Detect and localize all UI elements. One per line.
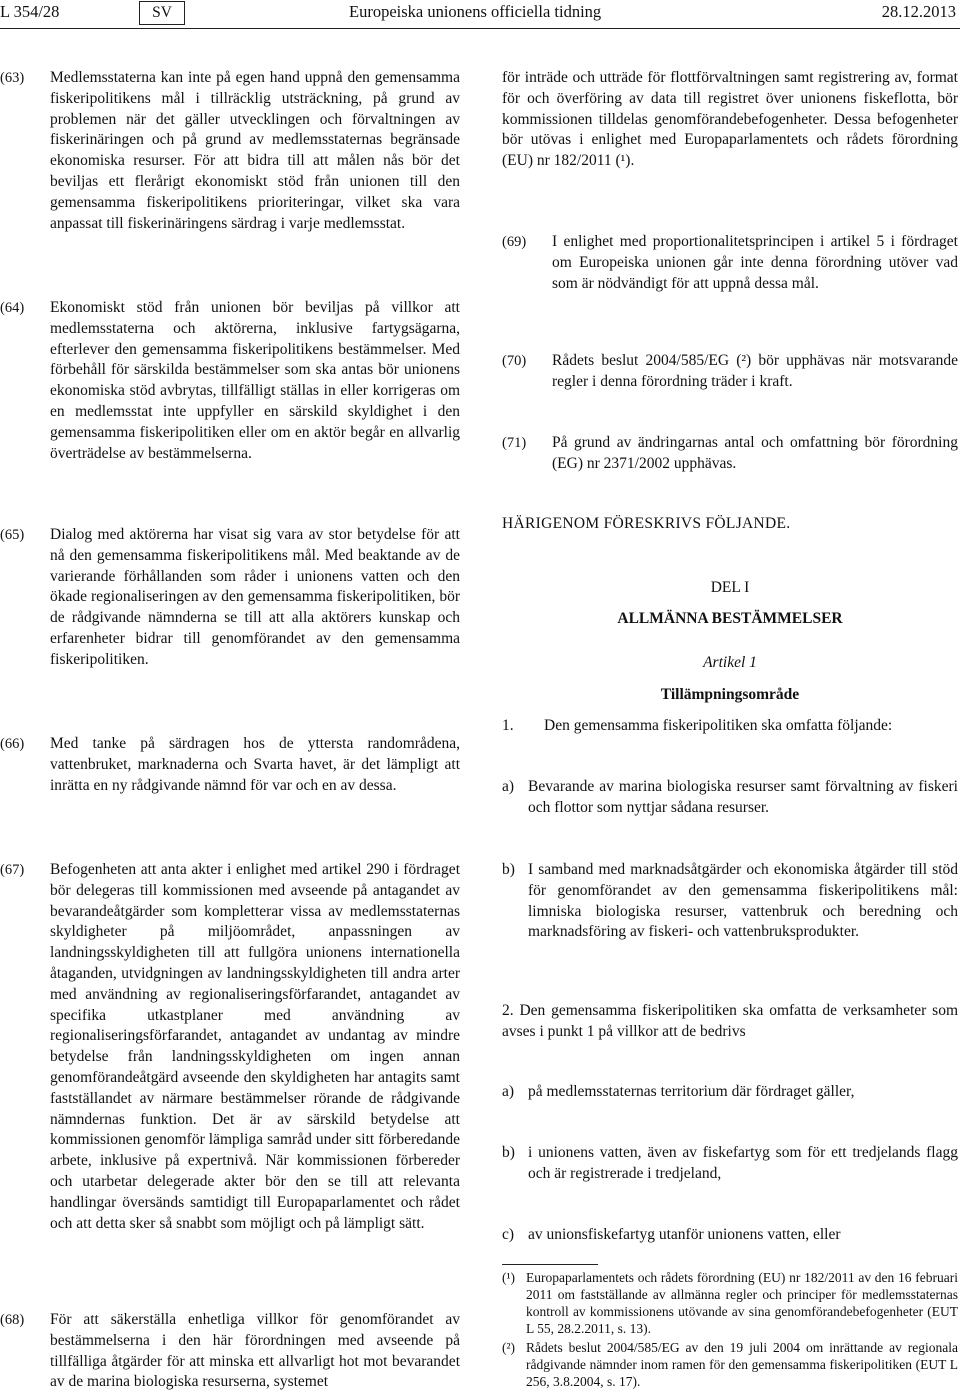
recital-number: (65) [0, 527, 25, 543]
recital-number: (67) [0, 862, 25, 878]
recital-text: I enlighet med proportionalitetsprincipen i artikel 5 i fördraget om Europeiska unionen går inte denna förordning utöver vad som är nödvändigt för att uppnå dessa mål. [552, 233, 958, 292]
recital-text: Medlemsstaterna kan inte på egen hand uppnå den gemensamma fiskeripolitikens mål i tillräcklig utsträckning, på grund av problemen när det gäller utvecklingen och förvaltningen av fiskerinäringen och på grund av medlemsstaternas begränsade ekonomiska resurser. För att bidra till att målen nås bör det beviljas ett flerårigt ekonomiskt stöd från unionen till den gemensamma fiskeripolitikens prioriteringar, vilket ska vara anpassat till fiskerinäringens särdrag i varje medlemsstat. [50, 69, 460, 232]
part-heading: DEL I [710, 579, 750, 596]
paragraph-text: Den gemensamma fiskeripolitiken ska omfatta följande: [544, 717, 893, 734]
recital-67 [0, 860, 460, 1234]
recital-text: Med tanke på särdragen hos de yttersta randområdena, vattenbruket, marknaderna och Svarta havet, är det lämpligt att inrätta en ny rådgivande nämnd för var och en av dessa. [50, 735, 460, 794]
list-item-2c [502, 1225, 958, 1246]
recital-text: Ekonomiskt stöd från unionen bör beviljas på villkor att medlemsstaterna och aktörerna, inklusive fartygsägarna, efterlever den gemensamma fiskeripolitikens bestämmelser. Med förbehåll för särskilda bestämmelser som ska antas bör unionens ekonomiska stöd avbrytas, tillfälligt ställas in eller korrigeras om en medlemsstat inte uppfyller en särskild skyldighet i den gemensamma fiskeripolitiken eller om en aktör begår en allvarlig överträdelse av bestämmelserna. [50, 299, 460, 462]
recital-65 [0, 525, 460, 671]
footnote-1 [502, 1270, 958, 1338]
paragraph-1 [502, 716, 958, 737]
recital-66 [0, 734, 460, 796]
list-text: I samband med marknadsåtgärder och ekonomiska åtgärder till stöd för genomförandet av den gemensamma fiskeripolitikens mål: limniska biologiska resurser, vattenbruk och beredning och marknadsföring av fiskeri- och vattenbruksprodukter. [528, 861, 958, 941]
list-item-2b [502, 1143, 958, 1185]
enacting-formula: HÄRIGENOM FÖRESKRIVS FÖLJANDE. [502, 515, 791, 532]
publication-date: 28.12.2013 [881, 2, 956, 21]
list-label: a) [502, 1083, 515, 1100]
recital-text: Rådets beslut 2004/585/EG (²) bör upphävas när motsvarande regler i denna förordning träder i kraft. [552, 352, 958, 390]
recital-number: (64) [0, 300, 25, 316]
recital-64 [0, 298, 460, 464]
page-header [0, 0, 960, 30]
recital-71 [502, 433, 958, 475]
recital-text: Befogenheten att anta akter i enlighet med artikel 290 i fördraget bör delegeras till kommissionen med avseende på antagandet av bevarandeåtgärder som kompletterar vissa av medlemsstaternas skyldigheter på miljöområdet, anpassningen av landningsskyldigheten till att fullgöra unionens internationella åtaganden, utvidgningen av landningsskyldigheten till andra arter med användning av regionaliseringsförfarandet, antagandet av specifika utkastplaner med användning av regionaliseringsförfarandet, antagandet av undantag av mindre betydelse från landningsskyldigheten om ingen annan genomförandeåtgärd avseende den skyldigheten har antagits samt fastställandet av närmare bestämmelser rörande de rådgivande nämndernas funktion. Det är av särskild betydelse att kommissionen genomför lämpliga samråd under sitt förberedande arbete, inklusive på expertnivå. När kommissionen förbereder och utarbetar delegerade akter bör den se till att relevanta handlingar översänds samtidigt till Europaparlamentet och rådet och att detta sker så snabbt som möjligt och på lämpligt sätt. [50, 861, 460, 1232]
recital-text: För att säkerställa enhetliga villkor för genomförandet av bestämmelserna i den här förordningen med avseende på tillfälliga åtgärder för att minska ett allvarligt hot mot bevarandet av de marina biologiska resurserna, systemet [50, 1311, 460, 1391]
list-label: b) [502, 1144, 515, 1161]
recital-number: (70) [502, 353, 527, 369]
list-item-1a [502, 777, 958, 819]
header-rule [0, 28, 960, 29]
recital-text: Dialog med aktörerna har visat sig vara av stor betydelse för att nå den gemensamma fiskeripolitikens mål. Med beaktande av de varierande förhållanden som råder i unionens vatten och den ökade regionaliseringen av den gemensamma fiskeripolitiken, bör de rådgivande nämnderna se till att alla aktörers kunskap och erfarenheter bidrar till genomförandet av den gemensamma fiskeripolitiken. [50, 526, 460, 668]
paragraph-number: 1. [502, 717, 514, 734]
recital-68-continuation: för inträde och utträde för flottförvaltningen samt registrering av, format för och överföring av data till registret över unionens fiskeflotta, bör kommissionen tilldelas genomförandebefogenheter. Dessa befogenheter bör utövas i enlighet med Europaparlamentets och rådets förordning (EU) nr 182/2011 (¹). [502, 69, 958, 170]
article-heading: Artikel 1 [703, 654, 757, 671]
list-item-2a [502, 1082, 958, 1103]
recital-number: (69) [502, 234, 527, 250]
page-reference: L 354/28 [0, 2, 60, 21]
list-text: på medlemsstaternas territorium där fördraget gäller, [528, 1083, 855, 1100]
footnote-separator [502, 1264, 598, 1265]
list-item-1b [502, 860, 958, 943]
footnote-text: Europaparlamentets och rådets förordning (EU) nr 182/2011 av den 16 februari 2011 om fastställande av allmänna regler och principer för medlemsstaternas kontroll av kommissionens utövande av sina genomförandebefogenheter (EUT L 55, 28.2.2011, s. 13). [526, 1270, 958, 1336]
recital-text: På grund av ändringarnas antal och omfattning bör förordning (EG) nr 2371/2002 upphävas. [552, 434, 958, 472]
footnote-label: (¹) [502, 1270, 516, 1285]
article-title: Tillämpningsområde [660, 686, 800, 703]
part-title: ALLMÄNNA BESTÄMMELSER [617, 610, 843, 627]
footnote-label: (²) [502, 1340, 516, 1355]
recital-number: (63) [0, 70, 25, 86]
recital-number: (66) [0, 736, 25, 752]
list-text: i unionens vatten, även av fiskefartyg som för ett tredjelands flagg och är registrerade i tredjeland, [528, 1144, 958, 1182]
list-label: c) [502, 1226, 515, 1243]
list-label: a) [502, 778, 515, 795]
list-text: Bevarande av marina biologiska resurser samt förvaltning av fiskeri och flottor som nyttjar sådana resurser. [528, 778, 958, 816]
language-code-box: SV [139, 1, 185, 25]
recital-70 [502, 351, 958, 393]
footnote-text: Rådets beslut 2004/585/EG av den 19 juli 2004 om inrättande av regionala rådgivande nämnder inom ramen för den gemensamma fiskeripolitiken (EUT L 256, 3.8.2004, s. 17). [526, 1340, 958, 1389]
recital-number: (71) [502, 435, 527, 451]
list-label: b) [502, 861, 515, 878]
recital-63 [0, 68, 460, 234]
list-text: av unionsfiskefartyg utanför unionens vatten, eller [528, 1226, 841, 1243]
paragraph-2: 2. Den gemensamma fiskeripolitiken ska omfatta de verksamheter som avses i punkt 1 på villkor att de bedrivs [502, 1002, 958, 1040]
footnote-2 [502, 1340, 958, 1391]
recital-68 [0, 1310, 460, 1393]
recital-69 [502, 232, 958, 294]
recital-number: (68) [0, 1312, 25, 1328]
journal-title: Europeiska unionens officiella tidning [349, 2, 602, 21]
